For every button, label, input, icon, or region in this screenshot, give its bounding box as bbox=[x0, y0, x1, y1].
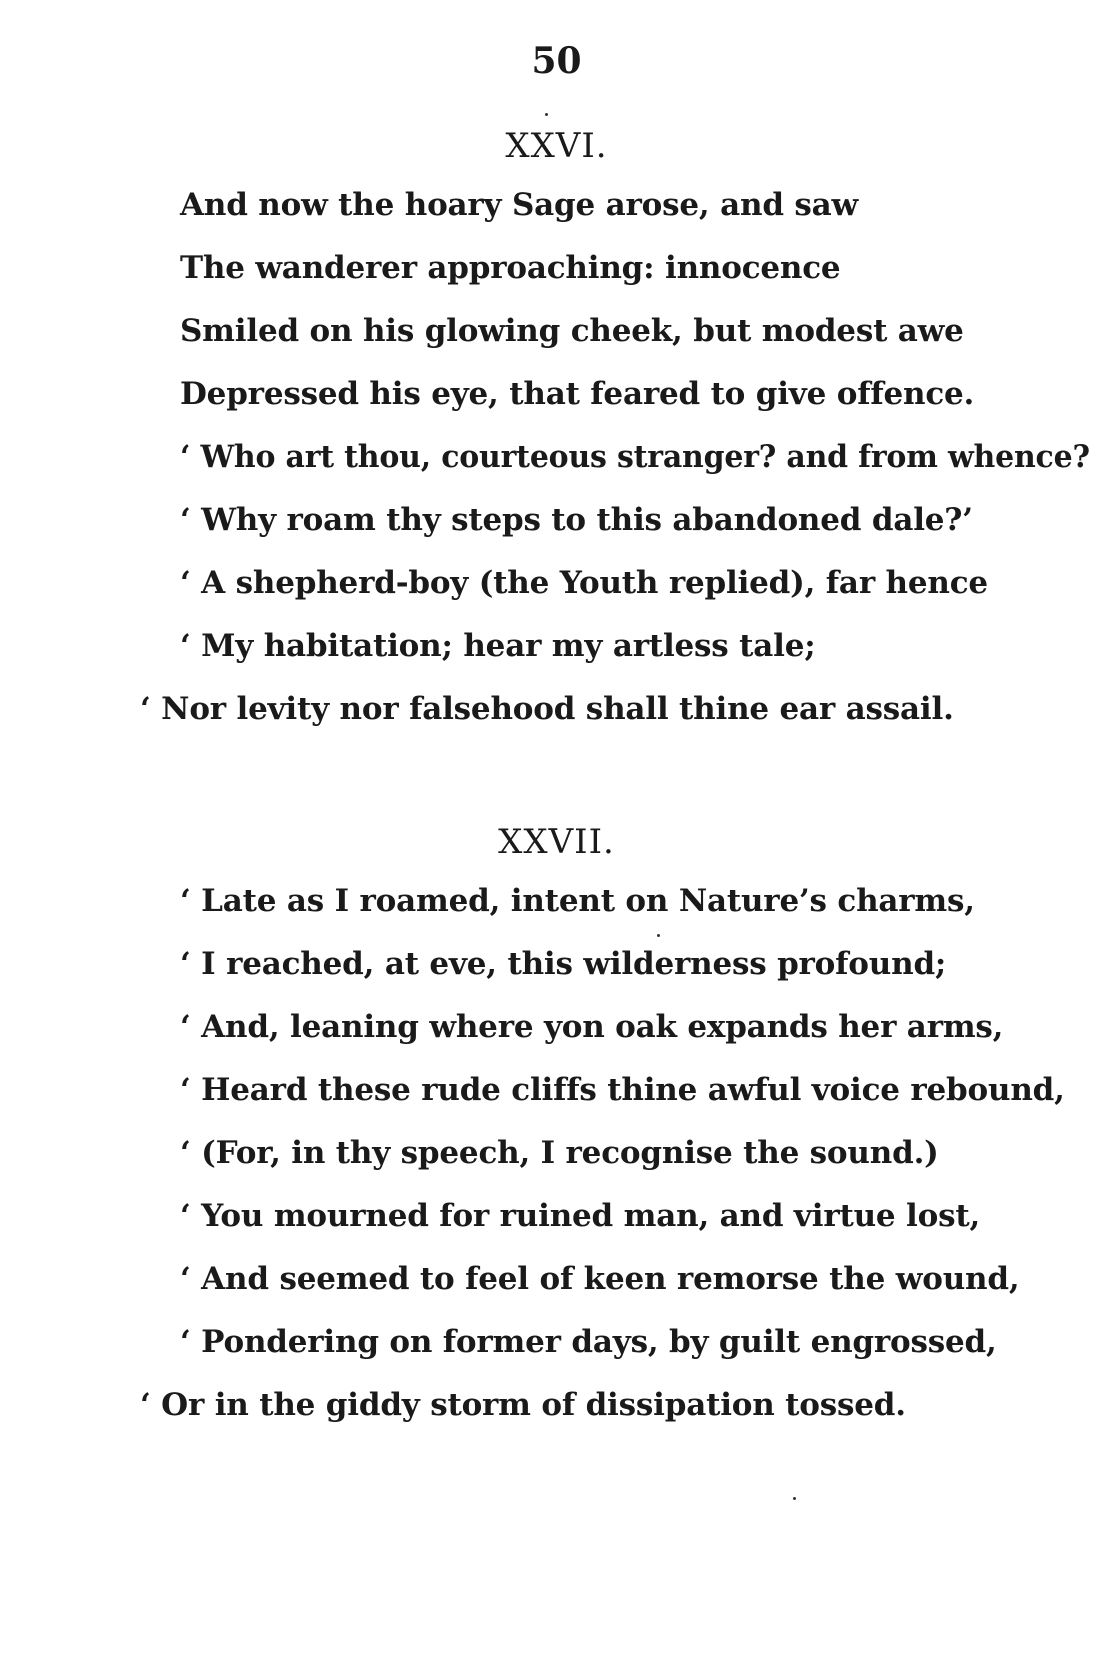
verse-line: Smiled on his glowing cheek, but modest awe bbox=[180, 313, 964, 349]
verse-line: ‘ I reached, at eve, this wilderness profound; bbox=[180, 946, 947, 982]
verse-line: ‘ You mourned for ruined man, and virtue lost, bbox=[180, 1198, 981, 1234]
verse-line: And now the hoary Sage arose, and saw bbox=[180, 187, 859, 223]
verse-line: ‘ Late as I roamed, intent on Nature’s charms, bbox=[180, 883, 975, 919]
verse-line: ‘ My habitation; hear my artless tale; bbox=[180, 628, 816, 664]
stanza-heading: XXVII. bbox=[498, 822, 615, 862]
verse-line: ‘ Who art thou, courteous stranger? and from whence? bbox=[180, 439, 1090, 475]
verse-line: ‘ Or in the giddy storm of dissipation tossed. bbox=[140, 1387, 906, 1423]
stanza-heading: XXVI. bbox=[505, 126, 608, 166]
verse-line: ‘ A shepherd-boy (the Youth replied), far hence bbox=[180, 565, 988, 601]
scan-speck bbox=[545, 113, 548, 116]
verse-line: The wanderer approaching: innocence bbox=[180, 250, 841, 286]
verse-line: ‘ And seemed to feel of keen remorse the wound, bbox=[180, 1261, 1020, 1297]
verse-line: ‘ And, leaning where yon oak expands her arms, bbox=[180, 1009, 1004, 1045]
scan-speck bbox=[657, 934, 660, 937]
verse-line: ‘ Why roam thy steps to this abandoned dale?’ bbox=[180, 502, 973, 538]
verse-line: ‘ Nor levity nor falsehood shall thine ear assail. bbox=[140, 691, 954, 727]
verse-line: ‘ Heard these rude cliffs thine awful voice rebound, bbox=[180, 1072, 1065, 1108]
verse-line: ‘ Pondering on former days, by guilt engrossed, bbox=[180, 1324, 997, 1360]
page-number: 50 bbox=[531, 40, 582, 82]
verse-line: ‘ (For, in thy speech, I recognise the sound.) bbox=[180, 1135, 939, 1171]
verse-line: Depressed his eye, that feared to give offence. bbox=[180, 376, 975, 412]
scan-speck bbox=[793, 1497, 796, 1500]
